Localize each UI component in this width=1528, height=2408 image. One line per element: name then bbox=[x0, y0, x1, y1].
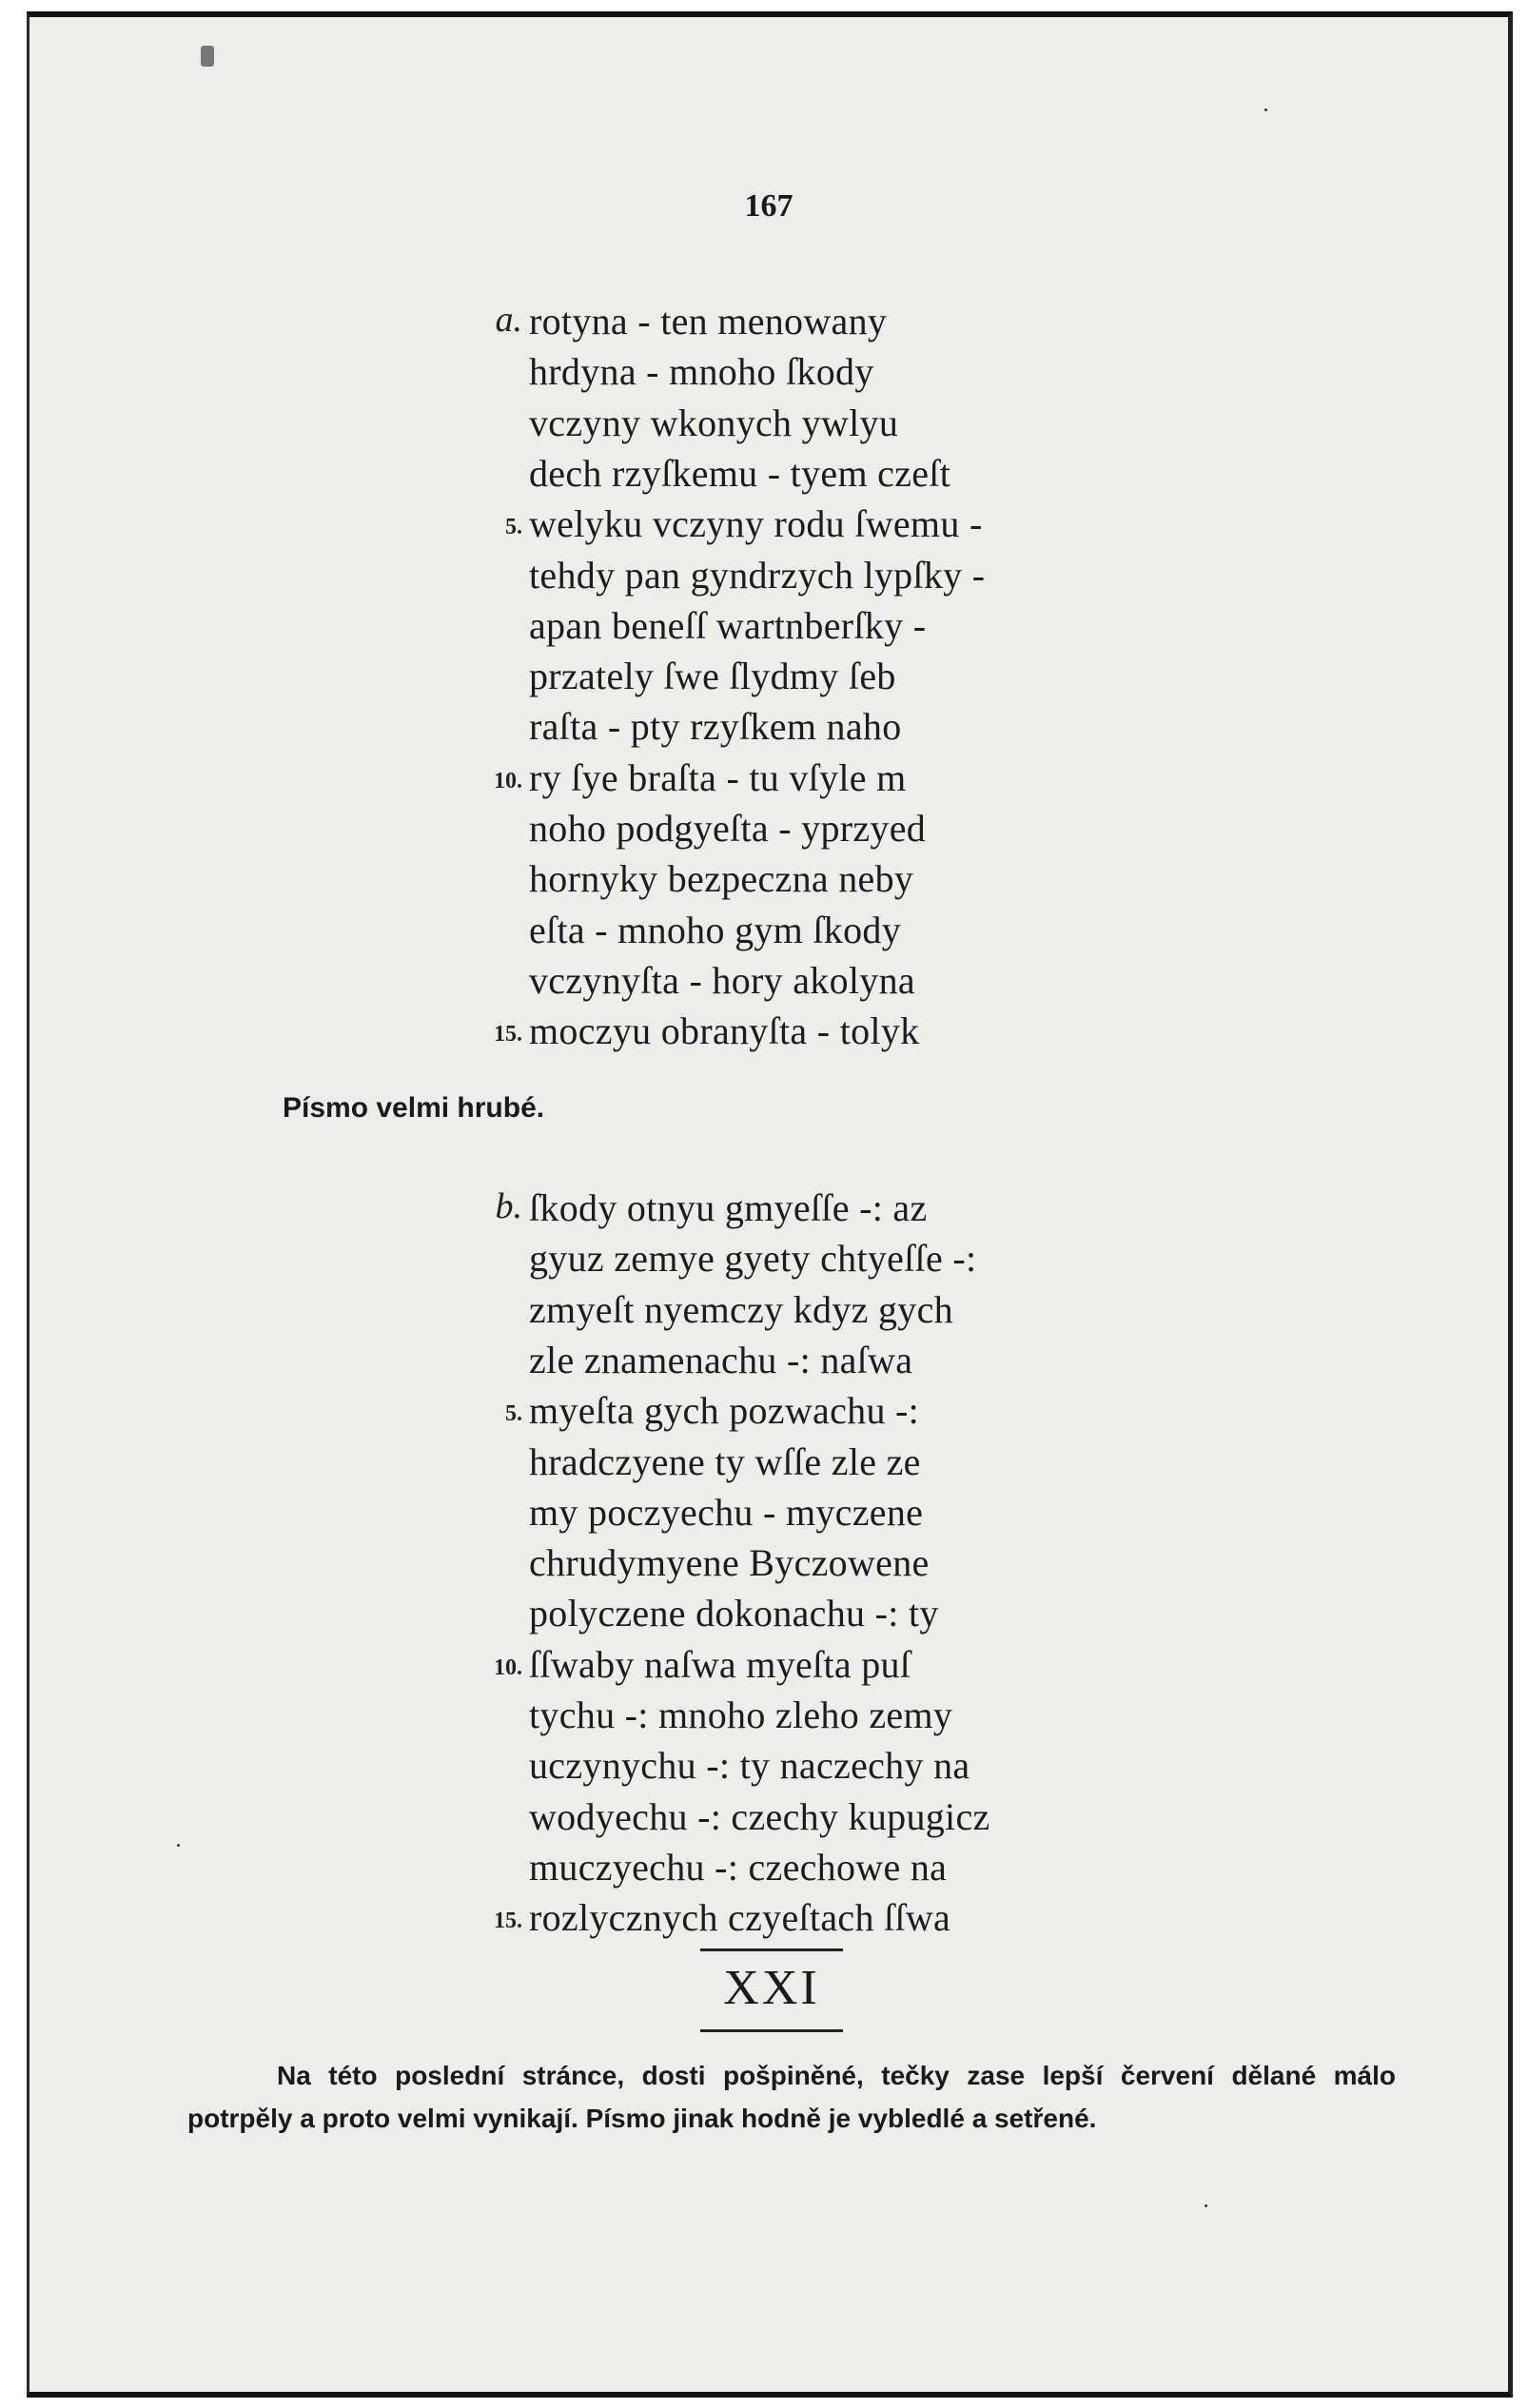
verse-line bbox=[29, 1642, 1171, 1693]
verse-text: moczyu obranyſta - tolyk bbox=[529, 1009, 920, 1053]
verse-text: tychu -: mnoho zleho zemy bbox=[529, 1693, 953, 1736]
verse-text: chrudymyene Byczowene bbox=[529, 1541, 930, 1585]
verse-line bbox=[29, 1693, 1171, 1743]
verse-line bbox=[29, 1008, 1171, 1059]
scan-speck bbox=[1205, 2204, 1207, 2207]
verse-line bbox=[29, 654, 1171, 704]
script-note: Písmo velmi hrubé. bbox=[283, 1092, 545, 1124]
verse-text: apan beneſſ wartnberſky - bbox=[529, 603, 927, 647]
verse-text: dech rzyſkemu - tyem czeſt bbox=[529, 451, 951, 495]
verse-text: polyczene dokonachu -: ty bbox=[529, 1592, 939, 1635]
verse-line bbox=[29, 1540, 1171, 1591]
verse-text: my poczyechu - myczene bbox=[529, 1490, 924, 1534]
verse-text: gyuz zemye gyety chtyeſſe -: bbox=[529, 1237, 977, 1281]
verse-line bbox=[29, 1236, 1171, 1286]
scan-speck bbox=[201, 46, 214, 67]
scan-speck bbox=[177, 1844, 180, 1847]
footnote-paragraph: Na této poslední stránce, dosti pošpiněné, tečky zase lepší červení dělané málo potrpěly a proto velmi vynikají. Písmo jinak hodně je vybledlé a setřené. bbox=[187, 2061, 1396, 2133]
verse-line bbox=[29, 806, 1171, 856]
verse-line bbox=[29, 856, 1171, 907]
verse-text: uczynychu -: ty naczechy na bbox=[529, 1744, 970, 1788]
verse-text: zle znamenachu -: naſwa bbox=[529, 1338, 913, 1381]
verse-line bbox=[29, 401, 1171, 451]
verse-line bbox=[29, 501, 1171, 552]
verse-line bbox=[29, 1338, 1171, 1388]
verse-text: ſkody otnyu gmyeſſe -: az bbox=[529, 1186, 928, 1229]
verse-line bbox=[29, 349, 1171, 400]
verse-text: raſta - pty rzyſkem naho bbox=[529, 705, 902, 749]
line-number: 5. bbox=[505, 515, 522, 540]
verse-line bbox=[29, 958, 1171, 1008]
line-number: 10. bbox=[494, 1654, 522, 1680]
verse-text: noho podgyeſta - yprzyed bbox=[529, 807, 927, 850]
verse-text: rozlycznych czyeſtach ſſwa bbox=[529, 1896, 951, 1940]
verse-line bbox=[29, 1794, 1171, 1845]
verse-text: vczynyſta - hory akolyna bbox=[529, 958, 915, 1002]
section-letter-marker: b. bbox=[495, 1186, 522, 1226]
verse-line bbox=[29, 299, 1171, 349]
verse-text: ry ſye braſta - tu vſyle m bbox=[529, 755, 907, 799]
line-number: 15. bbox=[494, 1022, 522, 1047]
verse-line bbox=[29, 553, 1171, 603]
verse-line bbox=[29, 1845, 1171, 1895]
page-frame bbox=[27, 11, 1513, 2398]
verse-line bbox=[29, 603, 1171, 654]
verse-text: hradczyene ty wſſe zle ze bbox=[529, 1439, 921, 1483]
verse-line bbox=[29, 1895, 1171, 1946]
verse-line bbox=[29, 755, 1171, 806]
verse-line bbox=[29, 1439, 1171, 1490]
verse-text: ſſwaby naſwa myeſta puſ bbox=[529, 1642, 911, 1686]
verse-text: muczyechu -: czechowe na bbox=[529, 1845, 948, 1889]
verse-text: rotyna - ten menowany bbox=[529, 300, 888, 343]
verse-text: myeſta gych pozwachu -: bbox=[529, 1389, 920, 1433]
verse-line bbox=[29, 1591, 1171, 1641]
verse-line bbox=[29, 1287, 1171, 1338]
verse-text: przately ſwe ſlydmy ſeb bbox=[529, 655, 896, 698]
verse-text: eſta - mnoho gym ſkody bbox=[529, 908, 901, 951]
verse-line bbox=[29, 908, 1171, 958]
verse-line bbox=[29, 1743, 1171, 1793]
scan-speck bbox=[1264, 108, 1267, 111]
verse-text: hrdyna - mnoho ſkody bbox=[529, 350, 874, 394]
verse-text: hornyky bezpeczna neby bbox=[529, 857, 914, 901]
line-number: 10. bbox=[494, 768, 522, 793]
page-number: 167 bbox=[744, 188, 793, 224]
verse-text: tehdy pan gyndrzych lypſky - bbox=[529, 553, 986, 597]
verse-line bbox=[29, 1388, 1171, 1439]
verse-text: vczyny wkonych ywlyu bbox=[529, 401, 899, 444]
line-number: 5. bbox=[505, 1401, 522, 1427]
verse-text: wodyechu -: czechy kupugicz bbox=[529, 1794, 990, 1838]
section-numeral: XXI bbox=[700, 1948, 843, 2032]
section-letter-marker: a. bbox=[495, 300, 522, 340]
verse-text: zmyeſt nyemczy kdyz gych bbox=[529, 1287, 953, 1331]
verse-line bbox=[29, 451, 1171, 501]
line-number: 15. bbox=[494, 1909, 522, 1934]
verse-text: welyku vczyny rodu ſwemu - bbox=[529, 502, 983, 546]
verse-line bbox=[29, 1490, 1171, 1540]
verse-line bbox=[29, 1185, 1171, 1236]
verse-line bbox=[29, 704, 1171, 754]
